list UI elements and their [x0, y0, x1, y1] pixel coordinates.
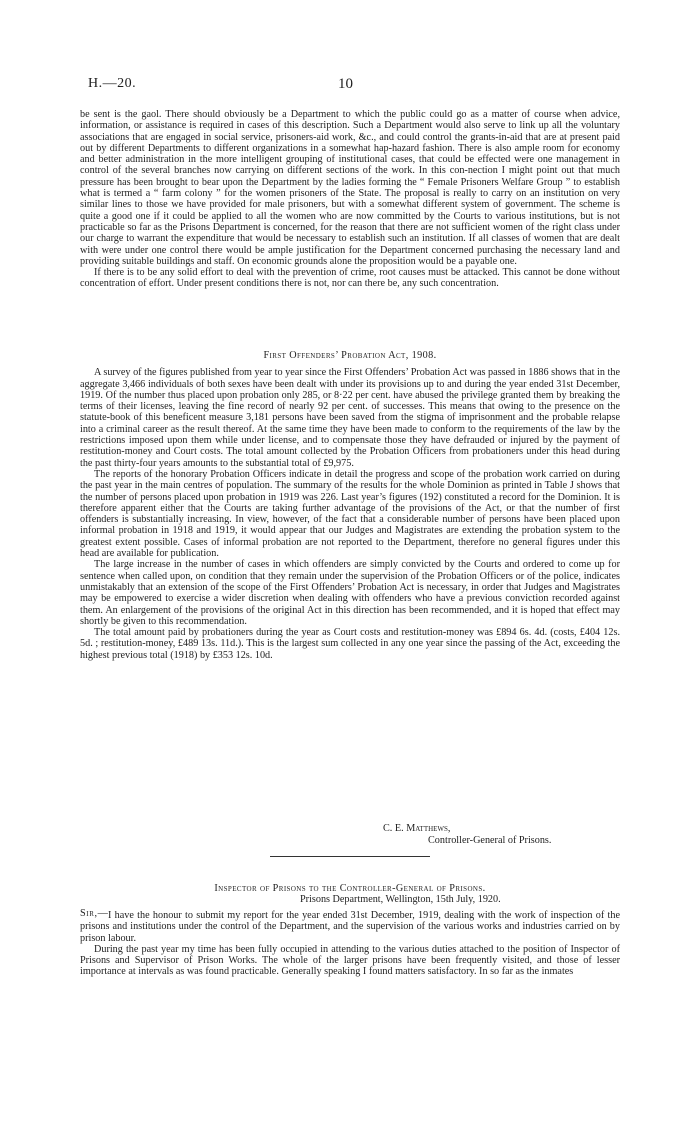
paragraph: A survey of the figures published from year to year since the First Offenders’ Probation Act was passed in 1886 shows that in the aggregate 3,466 individuals of both sexes have been dealt with under its provisions up to and during the year ended 31st December, 1919. Of the number thus placed upon probation only 285, or 8·22 per cent. have abused the privilege granted them by breaking the terms of their licenses, leaving the fine record of nearly 92 per cent. of successes. This means that owing to the presence on the statute-book of this beneficent measure 3,181 persons have been saved from the stigma of imprisonment and the probable relapse into a criminal career as the result thereof. At the same time they have been made to conform to the requirements of the law by the restrictions imposed upon them while under license, and to compensate those they have defrauded or injured by the payment of restitution-money and Court costs. The total amount collected by the Probation Officers from probationers under this head during the past thirty-four years amounts to the substantial total of £9,975. — [80, 367, 620, 469]
signature-name: C. E. Matthews, — [383, 823, 451, 834]
signature-title: Controller-General of Prisons. — [428, 835, 552, 846]
paragraph: I have the honour to submit my report for the year ended 31st December, 1919, dealing with the work of inspection of the prisons and institutions under the control of the Department, and the supervision of the various works and industries carried on by prison labour. — [80, 910, 620, 944]
section-inspector-heading — [80, 883, 620, 894]
page-number: 10 — [338, 76, 353, 92]
section-divider — [270, 856, 430, 857]
section-intro — [80, 109, 620, 290]
section-heading: First Offenders’ Probation Act, 1908. — [263, 350, 437, 361]
section-heading: Inspector of Prisons to the Controller-General of Prisons. — [214, 883, 486, 894]
paragraph: During the past year my time has been fully occupied in attending to the various duties attached to the position of Inspector of Prisons and Supervisor of Prison Works. The whole of the larger prisons have been frequently visited, and those of lesser importance at intervals as was found practicable. Generally speaking I found matters satisfactory. In so far as the inmates — [80, 943, 620, 978]
paragraph: The reports of the honorary Probation Officers indicate in detail the progress and scope of the probation work carried on during the past year in the main centres of population. The summary of the results for the whole Dominion as printed in Table J shows that the number of persons placed upon probation in 1919 was 226. Last year’s figures (192) constituted a record for the Dominion. It is therefore apparent either that the Courts are taking further advantage of the provisions of the Act, or that the number of first offenders is substantially increasing. In view, however, of the fact that a considerable number of persons have been placed upon informal probation in 1918 and 1919, it would appear that our Judges and Magistrates are extending the probation system to the greatest extent possible. Cases of informal probation are not reported to the Department, therefore no general figures under this head are available for publication. — [80, 468, 620, 560]
section-probation — [80, 350, 620, 661]
address-line: Prisons Department, Wellington, 15th July, 1920. — [300, 894, 501, 905]
paragraph: If there is to be any solid effort to deal with the prevention of crime, root causes must be attacked. This cannot be done without concentration of effort. Under present conditions there is not, nor can there be, any such concentration. — [80, 267, 620, 290]
paragraph: The total amount paid by probationers during the year as Court costs and restitution-money was £894 6s. 4d. (costs, £404 12s. 5d. ; restitution-money, £489 13s. 11d.). This is the largest sum collected in any one year since the passing of the Act, exceeding the highest previous total (1918) by £353 12s. 10d. — [80, 627, 620, 661]
document-reference: H.—20. — [88, 76, 137, 91]
paragraph: The large increase in the number of cases in which offenders are simply convicted by the Courts and ordered to come up for sentence when called upon, on condition that they remain under the supervision of the Probation Officers or of the police, indicates unmistakably that an extension of the scope of the First Offenders’ Probation Act is necessary, in order that Judges and Magistrates may be empowered to exercise a wider discretion when dealing with offenders who have a previous conviction recorded against them. An enlargement of the provisions of the original Act in this direction has been recommended, and it is hoped that effect may shortly be given to this recommendation. — [80, 559, 620, 627]
section-inspector — [80, 910, 620, 978]
paragraph: be sent is the gaol. There should obviously be a Department to which the public could go as a matter of course when advice, information, or assistance is required in cases of this description. Such a Department would also serve to link up all the voluntary associations that are engaged in social service, prisoners-aid work, &c., and could control the grants-in-aid that are at present paid out by different Departments to different organizations in a somewhat hap-hazard fashion. There is also ample room for economy and better administration in the more intelligent grouping of institutional cases, that could be effected were one management in control of the several branches now carrying on different sections of the work. In this con-nection I might point out that much pressure has been brought to bear upon the Department by the ladies forming the “ Female Prisoners Welfare Group ” to establish what is termed a “ farm colony ” for the women prisoners of the State. The proposal is really to carry on an institution on very similar lines to those we have provided for male prisoners, but with a somewhat different system of government. The scheme is quite a good one if it could be applied to all the women who are now committed by the Courts to various institutions, but is not practicable so far as the Prisons Department is concerned, for the reason that there are not sufficient women of the right class under our charge to warrant the expenditure that would be necessary to establish such an institution. If all classes of women that are dealt with were under one control there would be ample justification for the Department concerned purchasing the necessary land and providing suitable buildings and staff. On economic grounds alone the proposition would be a payable one. — [80, 109, 620, 267]
salutation: Sir,— — [80, 908, 109, 919]
